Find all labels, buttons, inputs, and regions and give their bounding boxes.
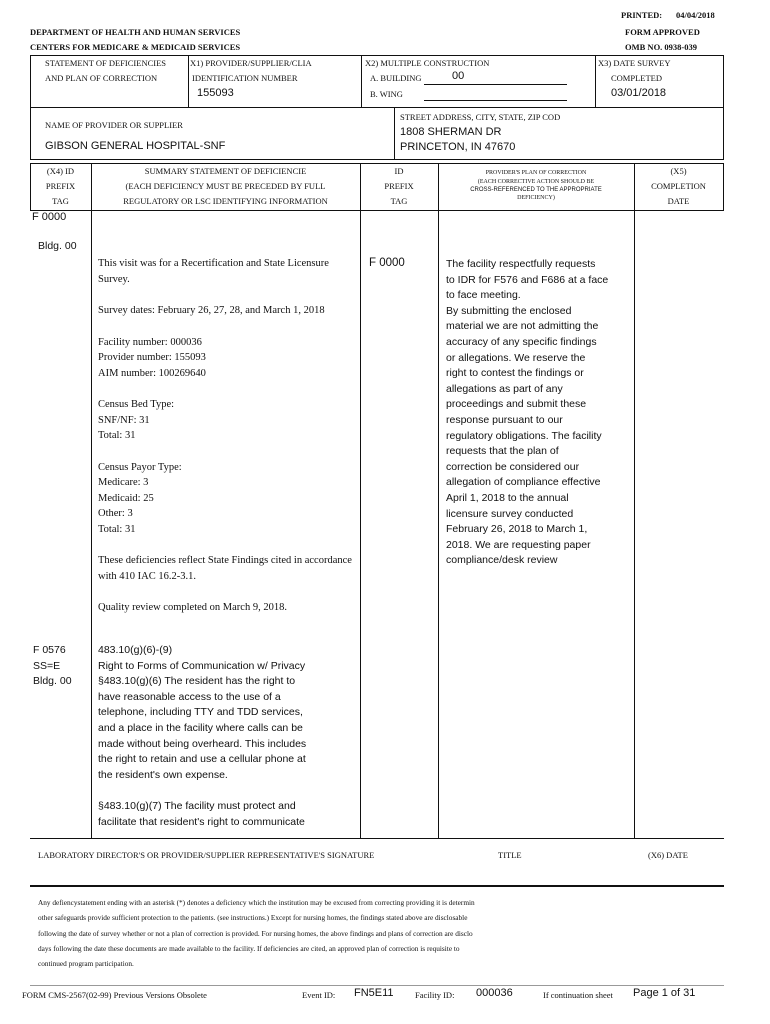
omb-number: OMB NO. 0938-039 [625,42,698,52]
x4-head-3: TAG [52,196,69,206]
title-label: TITLE [498,850,522,860]
plan-head-2: (EACH CORRECTIVE ACTION SHOULD BE [477,179,595,185]
summary-head-1: SUMMARY STATEMENT OF DEFICIENCIE [144,166,307,176]
summary-column [98,256,356,632]
summary-head-2: (EACH DEFICIENCY MUST BE PRECEDED BY FULL [125,181,326,191]
continuation-label: If continuation sheet [543,990,613,1000]
signature-label: LABORATORY DIRECTOR'S OR PROVIDER/SUPPLIER REPRESENTATIVE'S SIGNATURE [38,850,375,860]
survey-date: 03/01/2018 [611,87,667,99]
printed-date: 04/04/2018 [676,10,715,20]
id-head-2: PREFIX [384,181,414,191]
summary-para: Quality review completed on March 9, 2018. [98,602,287,613]
disclaimer-line: continued program participation. [38,959,134,969]
event-id-value: FN5E11 [354,987,394,999]
form-approved: FORM APPROVED [625,27,700,37]
disclaimer-line: Any defiencystatement ending with an asterisk (*) denotes a deficiency which the institution may be excused from correcting providing it is determin [38,898,475,907]
x4-head-1: (X4) ID [46,166,75,176]
x5-head-1: (X5) [670,166,687,176]
provider-name-label: NAME OF PROVIDER OR SUPPLIER [45,120,183,130]
page-number: Page 1 of 31 [633,987,696,999]
disclaimer [38,895,728,971]
summary-para: Census Bed Type: SNF/NF: 31 Total: 31 [98,399,175,441]
f0576-text-2: §483.10(g)(7) The facility must protect and facilitate that resident's right to communicate [98,800,305,828]
id-head-1: ID [394,166,404,176]
bldg-label: Bldg. 00 [38,240,77,252]
statement-label-1: STATEMENT OF DEFICIENCIES [45,58,167,68]
plan-head-1: PROVIDER'S PLAN OF CORRECTION [485,170,587,176]
event-id-label: Event ID: [302,990,336,1000]
summary-para: Census Payor Type: Medicare: 3 Medicaid: 25 Other: 3 Total: 31 [98,461,182,535]
x1-label: X1) PROVIDER/SUPPLIER/CLIA [190,58,312,68]
f0576-text: 483.10(g)(6)-(9) Right to Forms of Communication w/ Privacy §483.10(g)(6) The resident has the right to have reasonable access to the use of a telephone, including TTY and TDD services, and a place in the facility where calls can be made without being overheard. This includes the right to retain and use a cellular phone at the resident's own expense. [98,644,307,781]
building-label: A. BUILDING [370,73,422,83]
id-head-3: TAG [390,196,408,206]
x5-head-2: COMPLETION [651,181,706,191]
facility-id-value: 000036 [476,987,513,999]
facility-id-label: Facility ID: [415,990,455,1000]
summary-head-3: REGULATORY OR LSC IDENTIFYING INFORMATION [123,196,328,206]
x6-date-label: (X6) DATE [648,850,688,860]
disclaimer-line: other safeguards provide sufficient protection to the patients. (see instructions.) Except for nursing homes, the findings stated above are disclosable [38,913,468,923]
form-number: FORM CMS-2567(02-99) Previous Versions Obsolete [22,990,207,1000]
x3-label: X3) DATE SURVEY [598,58,671,68]
summary-para: These deficiencies reflect State Findings cited in accordance with 410 IAC 16.2-3.1. [98,555,352,582]
summary-para: Survey dates: February 26, 27, 28, and March 1, 2018 [98,305,325,316]
plan-head-3: CROSS-REFERENCED TO THE APPROPRIATE [470,187,602,193]
right-tag-f0000: F 0000 [369,257,405,269]
printed-label: PRINTED: [621,10,663,20]
x1-label-2: IDENTIFICATION NUMBER [192,73,298,83]
tag-f0576: F 0576 SS=E Bldg. 00 [33,644,72,688]
centers-title: CENTERS FOR MEDICARE & MEDICAID SERVICES [30,42,241,52]
plan-head-4: DEFICIENCY) [517,195,555,201]
summary-para: This visit was for a Recertification and State Licensure Survey. [98,258,329,285]
wing-label: B. WING [370,89,403,99]
plan-of-correction: The facility respectfully requests to IDR for F576 and F686 at a face to face meeting. By submitting the enclosed material we are not admitting the accuracy of any specific findings or allegations. We reserve the right to contest the findings or allegations as part of any proceedings and submit these response pursuant to our regulatory obligations. The facility requests that the plan of correction be considered our allegation of compliance effective April 1, 2018 to the annual licensure survey conducted February 26, 2018 to March 1, 2018. We are requesting paper compliance/desk review [446,258,609,567]
summary-para: Facility number: 000036 Provider number: 155093 AIM number: 100269640 [98,336,206,379]
address-line-1: 1808 SHERMAN DR [400,126,502,138]
department-title: DEPARTMENT OF HEALTH AND HUMAN SERVICES [30,27,241,37]
statement-label-2: AND PLAN OF CORRECTION [45,73,158,83]
building-value: 00 [452,70,465,82]
x4-head-2: PREFIX [45,181,76,191]
disclaimer-line: following the date of survey whether or not a plan of correction is provided. For nursing homes, the above findings and plans of correction are disclo [38,928,473,938]
x3-label-2: COMPLETED [611,73,662,83]
tag-f0000: F 0000 [32,211,67,223]
address-line-2: PRINCETON, IN 47670 [400,141,516,153]
provider-number: 155093 [197,87,234,99]
address-label: STREET ADDRESS, CITY, STATE, ZIP COD [400,112,561,122]
disclaimer-line: days following the date these documents are made available to the facility. If deficiencies are cited, an approved plan of correction is requisite to [38,943,460,953]
x2-label: X2) MULTIPLE CONSTRUCTION [365,58,490,68]
x5-head-3: DATE [667,196,690,206]
provider-name: GIBSON GENERAL HOSPITAL-SNF [45,140,226,152]
